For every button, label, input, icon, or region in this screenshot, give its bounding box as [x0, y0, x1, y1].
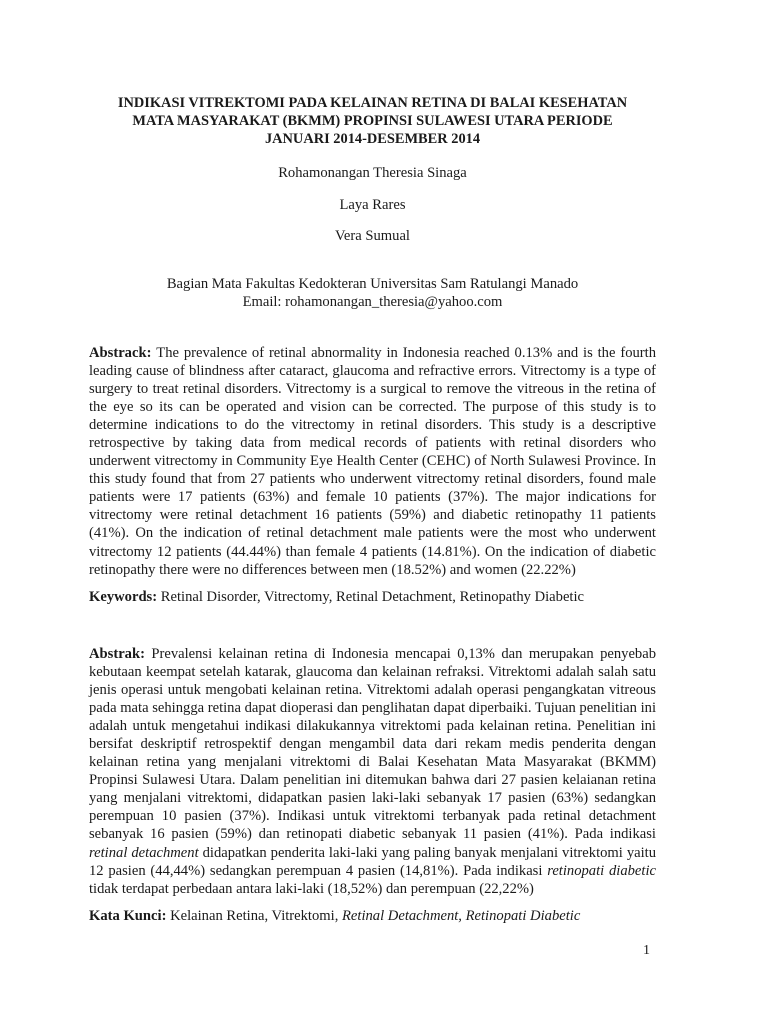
- text-segment: leading cause of blindness after cataract, glaucoma and refractive errors. Vitrectomy is a type of: [89, 363, 656, 380]
- author-2: Laya Rares: [339, 197, 406, 213]
- text-line: [89, 470, 656, 488]
- text-segment: 12 pasien (44,44%) sedangkan perempuan 4 pasien (14,81%). Pada indikasi: [89, 862, 548, 879]
- section-label: Kata Kunci:: [89, 908, 171, 924]
- text-line: [89, 524, 656, 542]
- text-line: [89, 362, 656, 380]
- text-line: [89, 771, 656, 789]
- title-line: JANUARI 2014-DESEMBER 2014: [264, 131, 481, 147]
- text-line: [89, 543, 656, 561]
- text-line: [89, 735, 656, 753]
- title-line: INDIKASI VITREKTOMI PADA KELAINAN RETINA DI BALAI KESEHATAN: [117, 95, 628, 111]
- text-line: [89, 488, 656, 506]
- text-line: [89, 844, 656, 862]
- text-line: [89, 907, 656, 925]
- text-segment: Retinal Disorder, Vitrectomy, Retinal Detachment, Retinopathy Diabetic: [160, 589, 585, 605]
- text-segment: retrospective by taking data from medical records of patients with retinal disorders who: [89, 435, 656, 452]
- text-segment: sebanyak 16 pasien (59%) dan retinopati diabetic sebanyak 11 pasien (41%). Pada indikasi: [89, 826, 656, 843]
- text-line: [89, 344, 656, 362]
- text-line: [89, 699, 656, 717]
- section-label: Abstrack:: [89, 345, 157, 361]
- section-label: Keywords:: [89, 589, 161, 605]
- text-line: [89, 880, 656, 898]
- text-segment: Prevalensi kelainan retina di Indonesia mencapai 0,13% dan merupakan penyebab: [151, 646, 656, 662]
- author-1: Rohamonangan Theresia Sinaga: [278, 165, 467, 181]
- text-segment: tidak terdapat perbedaan antara laki-laki (18,52%) dan perempuan (22,22%): [89, 880, 534, 897]
- text-segment: Propinsi Sulawesi Utara. Dalam penelitian ini ditemukan bahwa dari 27 pasien kelaianan retina: [89, 772, 656, 789]
- text-line: [89, 681, 656, 699]
- keywords-indonesian: [89, 907, 656, 925]
- text-line: [89, 506, 656, 524]
- text-segment: retinal detachment: [89, 844, 199, 861]
- text-segment: jenis operasi untuk mengobati kelainan retina. Vitrektomi adalah operasi pengangkatan vitreous: [89, 682, 656, 699]
- text-segment: this study found that from 27 patients who underwent vitrectomy retinal disorders, found male: [89, 471, 656, 488]
- text-line: [89, 862, 656, 880]
- text-line: [89, 452, 656, 470]
- text-segment: retinopati diabetic: [547, 862, 656, 879]
- text-segment: bersifat deskriptif retrospektif dengan mengambil data dari rekam medis penderita dengan: [89, 736, 656, 753]
- text-segment: (41%). On the indication of retinal detachment male patients were the most who underwent: [89, 525, 656, 542]
- text-line: [89, 645, 656, 663]
- text-segment: kebutaan keempat setelah katarak, glaucoma dan kelainan refraksi. Vitrektomi adalah salah satu: [89, 664, 656, 681]
- page-number: 1: [643, 943, 650, 958]
- text-line: [89, 825, 656, 843]
- text-segment: the eye so its can be operated and vision can be corrected. The purpose of this study is to: [89, 399, 656, 416]
- text-line: [89, 380, 656, 398]
- text-segment: Retinal Detachment, Retinopati Diabetic: [342, 908, 581, 924]
- text-segment: surgery to treat retinal disorders. Vitrectomy is a surgical to remove the vitreous in the retina of: [89, 381, 656, 398]
- text-line: [89, 416, 656, 434]
- text-segment: didapatkan penderita laki-laki yang paling banyak menjalani vitrektomi yaitu: [198, 844, 656, 861]
- title-line: MATA MASYARAKAT (BKMM) PROPINSI SULAWESI UTARA PERIODE: [132, 113, 613, 129]
- text-segment: adalah untuk mengetahui indikasi dilakukannya vitrektomi pada kelainan retina. Penelitian ini: [89, 718, 656, 735]
- abstract-english: [89, 344, 656, 579]
- section-label: Abstrak:: [89, 646, 152, 662]
- text-segment: determine indications to do the vitrectomy in retinal disorders. This study is a descriptive: [89, 417, 656, 434]
- text-segment: patients were 17 patients (63%) and female 10 patients (37%). The major indications for: [89, 489, 656, 506]
- keywords-english: [89, 588, 656, 606]
- author-3: Vera Sumual: [335, 228, 410, 244]
- text-line: [89, 434, 656, 452]
- affiliation: Bagian Mata Fakultas Kedokteran Universitas Sam Ratulangi Manado: [166, 276, 579, 292]
- text-segment: pada mata sehingga retina dapat dioperasi dan penglihatan dapat diperbaiki. Tujuan penelitian ini: [89, 700, 656, 717]
- text-segment: vitrectomy 12 patients (44.44%) than female 4 patients (14.81%). On the indication of diabetic: [89, 543, 656, 560]
- paper-title: [89, 94, 656, 148]
- text-segment: retinopathy there were no differences between men (18.52%) and women (22.22%): [89, 561, 576, 578]
- text-segment: Kelainan Retina, Vitrektomi,: [170, 908, 342, 924]
- text-line: [89, 663, 656, 681]
- text-segment: vitrectomy were retinal detachment 16 patients (59%) and diabetic retinopathy 11 patients: [89, 507, 656, 524]
- text-line: [89, 398, 656, 416]
- abstract-indonesian: [89, 645, 656, 898]
- text-segment: The prevalence of retinal abnormality in Indonesia reached 0.13% and is the fourth: [156, 345, 656, 361]
- text-line: [89, 807, 656, 825]
- text-segment: underwent vitrectomy in Community Eye Health Center (CEHC) of North Sulawesi Province. In: [89, 453, 656, 470]
- text-line: [89, 717, 656, 735]
- text-line: [89, 789, 656, 807]
- text-line: [89, 753, 656, 771]
- text-segment: kelainan retina yang menjalani vitrektomi di Balai Kesehatan Mata Masyarakat (BKMM): [89, 754, 656, 771]
- text-line: [89, 561, 656, 579]
- text-line: [89, 588, 656, 606]
- email: Email: rohamonangan_theresia@yahoo.com: [242, 294, 503, 310]
- text-segment: perempuan 10 pasien (37%). Indikasi untuk vitrektomi terbanyak pada retinal detachment: [89, 808, 656, 825]
- text-segment: yang menjalani vitrektomi, didapatkan pasien laki-laki sebanyak 17 pasien (63%) sedangkan: [89, 790, 656, 807]
